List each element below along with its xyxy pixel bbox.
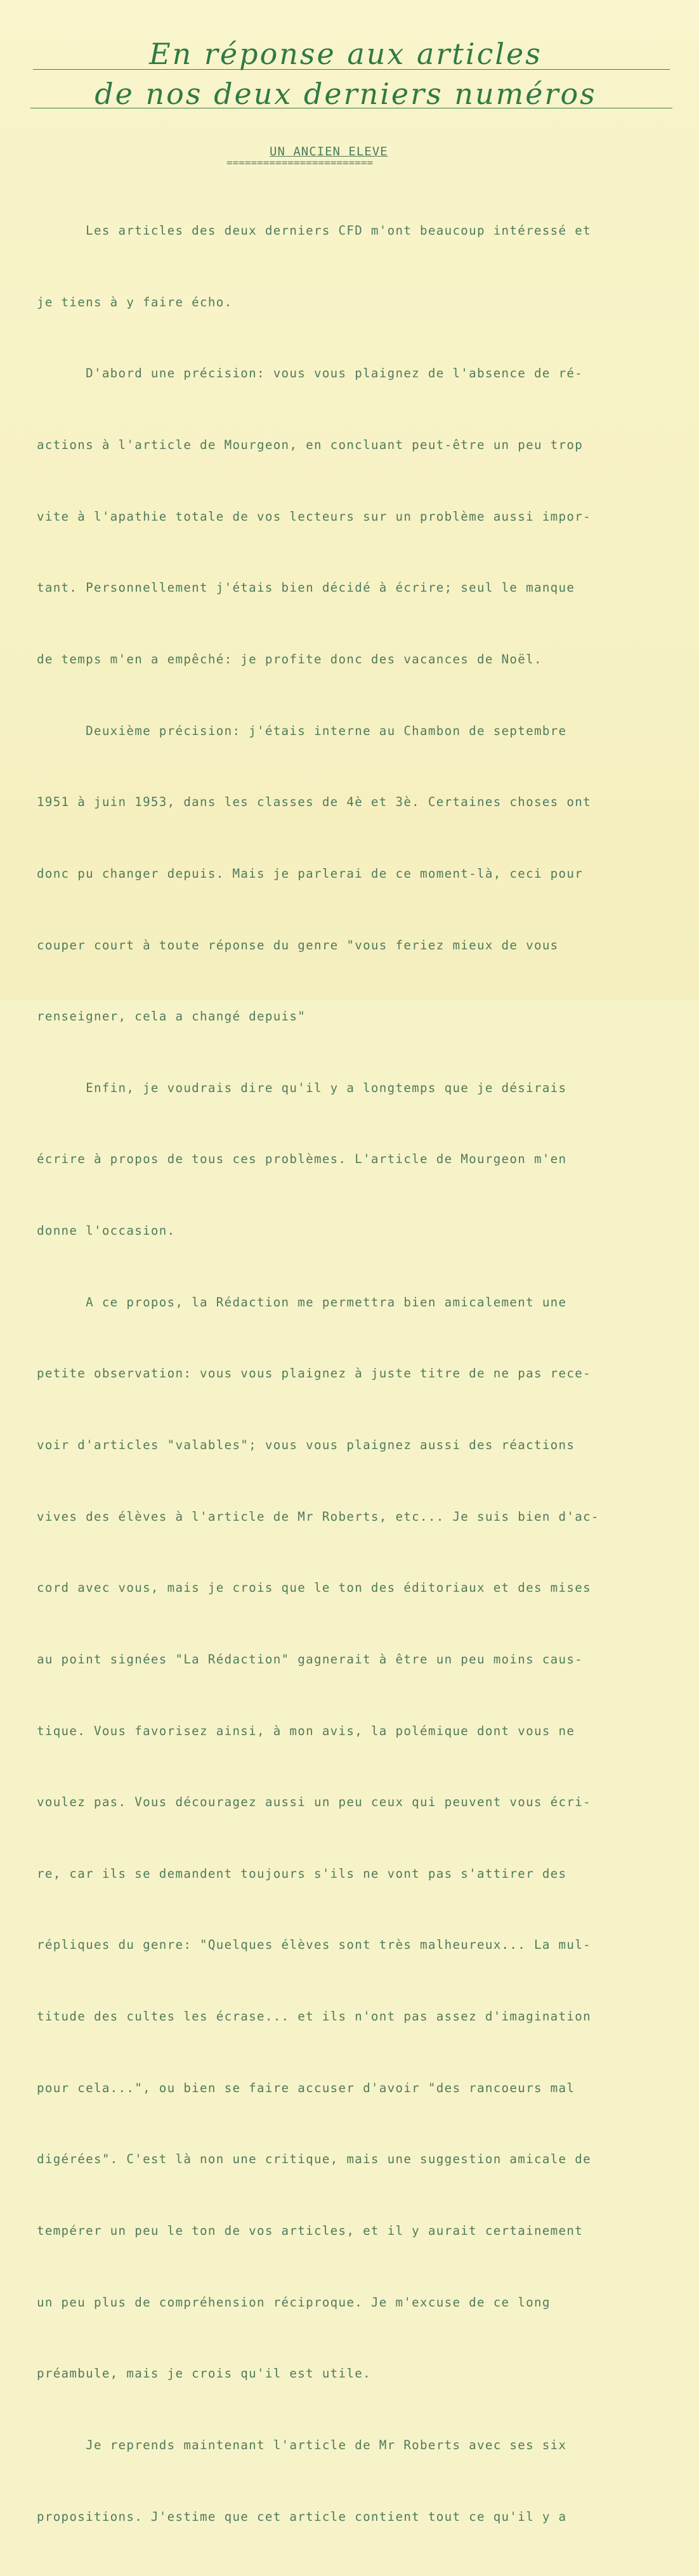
- text-line-3: D'abord une précision: vous vous plaignez de l'absence de ré-: [37, 366, 584, 381]
- text-line-26: titude des cultes les écrase... et ils n'ont pas assez d'imagination: [37, 2009, 591, 2024]
- text-line-18: voir d'articles "valables"; vous vous plaignez aussi des réactions: [37, 1437, 575, 1452]
- text-line-2: je tiens à y faire écho.: [37, 294, 233, 309]
- text-line-17: petite observation: vous vous plaignez à juste titre de ne pas rece-: [37, 1366, 591, 1381]
- text-line-21: au point signées "La Rédaction" gagnerait à être un peu moins caus-: [37, 1651, 584, 1667]
- text-line-16: A ce propos, la Rédaction me permettra bien amicalement une: [37, 1294, 567, 1310]
- text-line-23: voulez pas. Vous découragez aussi un peu ceux qui peuvent vous écri-: [37, 1795, 591, 1810]
- text-line-8: Deuxième précision: j'étais interne au Chambon de septembre: [37, 723, 567, 738]
- author-byline: UN ANCIEN ELEVE: [270, 145, 388, 159]
- text-line-19: vives des élèves à l'article de Mr Roberts, etc... Je suis bien d'ac-: [37, 1509, 599, 1524]
- text-line-28: digérées". C'est là non une critique, mais une suggestion amicale de: [37, 2152, 591, 2167]
- text-line-14: écrire à propos de tous ces problèmes. L'article de Mourgeon m'en: [37, 1152, 567, 1167]
- article-text: [37, 171, 671, 2576]
- text-line-15: donne l'occasion.: [37, 1223, 176, 1239]
- text-line-29: tempérer un peu le ton de vos articles, et il y aurait certainement: [37, 2223, 584, 2239]
- text-line-22: tique. Vous favorisez ainsi, à mon avis, la polémique dont vous ne: [37, 1723, 575, 1738]
- title-line-1: En réponse aux articles: [149, 37, 542, 71]
- text-line-1: Les articles des deux derniers CFD m'ont beaucoup intéressé et: [37, 223, 591, 238]
- text-line-20: cord avec vous, mais je crois que le ton des éditoriaux et des mises: [37, 1580, 591, 1596]
- text-line-31: préambule, mais je crois qu'il est utile.: [37, 2366, 371, 2381]
- text-line-9: 1951 à juin 1953, dans les classes de 4è et 3è. Certaines choses ont: [37, 795, 591, 810]
- text-line-25: répliques du genre: "Quelques élèves sont très malheureux... La mul-: [37, 1937, 591, 1953]
- text-line-4: actions à l'article de Mourgeon, en concluant peut-être un peu trop: [37, 438, 584, 453]
- text-line-13: Enfin, je voudrais dire qu'il y a longtemps que je désirais: [37, 1080, 567, 1095]
- byline-underline: ========================: [226, 157, 374, 169]
- text-line-24: re, car ils se demandent toujours s'ils ne vont pas s'attirer des: [37, 1866, 567, 1881]
- title-line-2: de nos deux derniers numéros: [95, 77, 597, 111]
- text-line-7: de temps m'en a empêché: je profite donc des vacances de Noël.: [37, 651, 542, 667]
- text-line-12: renseigner, cela a changé depuis": [37, 1009, 306, 1024]
- text-line-10: donc pu changer depuis. Mais je parlerai de ce moment-là, ceci pour: [37, 866, 584, 881]
- text-line-27: pour cela...", ou bien se faire accuser d'avoir "des rancoeurs mal: [37, 2080, 575, 2095]
- text-line-30: un peu plus de compréhension réciproque. Je m'excuse de ce long: [37, 2294, 551, 2310]
- text-line-32: Je reprends maintenant l'article de Mr Roberts avec ses six: [37, 2437, 567, 2452]
- text-line-33: propositions. J'estime que cet article contient tout ce qu'il y a: [37, 2509, 567, 2524]
- text-line-5: vite à l'apathie totale de vos lecteurs sur un problème aussi impor-: [37, 509, 591, 524]
- title-rule-top: [33, 69, 670, 70]
- text-line-11: couper court à toute réponse du genre "vous feriez mieux de vous: [37, 937, 559, 953]
- text-line-6: tant. Personnellement j'étais bien décidé à écrire; seul le manque: [37, 580, 575, 595]
